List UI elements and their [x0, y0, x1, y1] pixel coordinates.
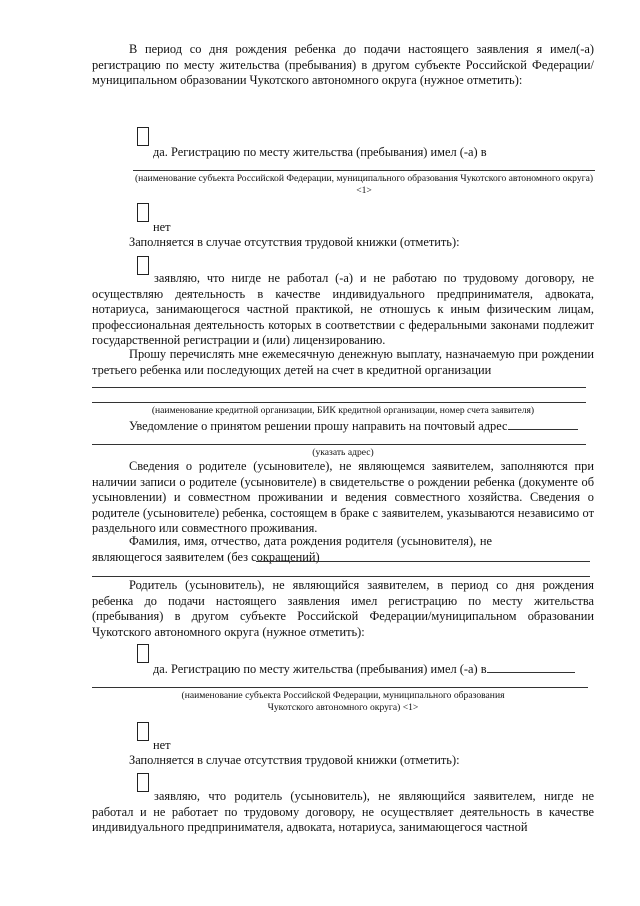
parent-info-paragraph: Сведения о родителе (усыновителе), не являющемся заявителем, заполняются при наличии записи о родителе (усыновителе) в свидетельстве о рождении ребенка (документе об усыновлении) и совместном проживании и ведения совместного хозяйства. Сведения о родителе (усыновителе) ребенка, состоящем в браке с заявителем, указываются независимо от раздельного или совместного проживания. [92, 459, 594, 535]
section2-intro: Родитель (усыновитель), не являющийся заявителем, в период со дня рождения ребенка до подачи настоящего заявления имел регистрацию по месту жительства (пребывания) в другом субъекте Российской Федерации/муниципальном образовании Чукотского автономного округа (нужное отметить): [92, 578, 594, 639]
address-field-inline[interactable] [508, 418, 578, 430]
parent-option-yes-text: да. Регистрацию по месту жительства (пребывания) имел (-а) в [153, 662, 487, 676]
parent-region-note-2: Чукотского автономного округа) <1> [267, 702, 419, 713]
bank-note: (наименование кредитной организации, БИК кредитной организации, номер счета заявителя) [151, 405, 535, 416]
parent-option-no-label: нет [153, 738, 171, 752]
bank-line-2[interactable] [92, 402, 586, 403]
parent-fio-line[interactable] [92, 576, 590, 577]
checkbox-parent-registration-yes[interactable] [137, 644, 149, 663]
parent-fio-inline-line[interactable] [256, 561, 590, 562]
parent-region-inline-field[interactable] [487, 661, 575, 673]
checkbox-registration-yes[interactable] [137, 127, 149, 146]
notification-label: Уведомление о принятом решении прошу направить на почтовый адрес [129, 419, 508, 433]
parent-no-work-statement: заявляю, что родитель (усыновитель), не являющийся заявителем, нигде не работал и не работает по трудовому договору, не осуществляет деятельность в качестве индивидуального предпринимателя, адвоката, нотариуса, занимающегося частной [92, 789, 594, 834]
parent-option-yes-label [153, 661, 575, 678]
parent-region-note-1: (наименование субъекта Российской Федерации, муниципального образования [181, 690, 505, 701]
region-line[interactable] [133, 170, 595, 171]
bank-line-1[interactable] [92, 387, 586, 388]
option-yes-label: да. Регистрацию по месту жительства (пребывания) имел (-а) в [153, 145, 487, 159]
no-work-statement: заявляю, что нигде не работал (-а) и не работаю по трудовому договору, не осуществляю деятельность в качестве индивидуального предпринимателя, адвоката, нотариуса, занимающегося частной практикой, не отношусь к иным физическим лицам, профессиональная деятельность которых в соответствии с федеральными законами подлежит государственной регистрации и (или) лицензированию. [92, 271, 594, 347]
parent-fio-label: Фамилия, имя, отчество, дата рождения родителя (усыновителя), не являющегося заявителем (без сокращений) [92, 534, 492, 564]
parent-region-line[interactable] [92, 687, 588, 688]
address-note: (указать адрес) [312, 447, 374, 458]
workbook-heading: Заполняется в случае отсутствия трудовой книжки (отметить): [129, 235, 460, 249]
payment-text: Прошу перечислять мне ежемесячную денежную выплату, назначаемую при рождении третьего ребенка или последующих детей на счет в кредитной организации [92, 347, 594, 377]
checkbox-parent-registration-no[interactable] [137, 722, 149, 741]
region-note: (наименование субъекта Российской Федерации, муниципального образования Чукотского автономного округа) <1> [134, 173, 594, 196]
checkbox-registration-no[interactable] [137, 203, 149, 222]
option-no-label: нет [153, 220, 171, 234]
address-line[interactable] [92, 444, 586, 445]
parent-workbook-heading: Заполняется в случае отсутствия трудовой книжки (отметить): [129, 753, 460, 767]
section1-intro: В период со дня рождения ребенка до подачи настоящего заявления я имел(-а) регистрацию по месту жительства (пребывания) в другом субъекте Российской Федерации/муниципальном образовании Чукотского автономного округа (нужное отметить): [92, 42, 594, 87]
notification-text [129, 418, 578, 435]
